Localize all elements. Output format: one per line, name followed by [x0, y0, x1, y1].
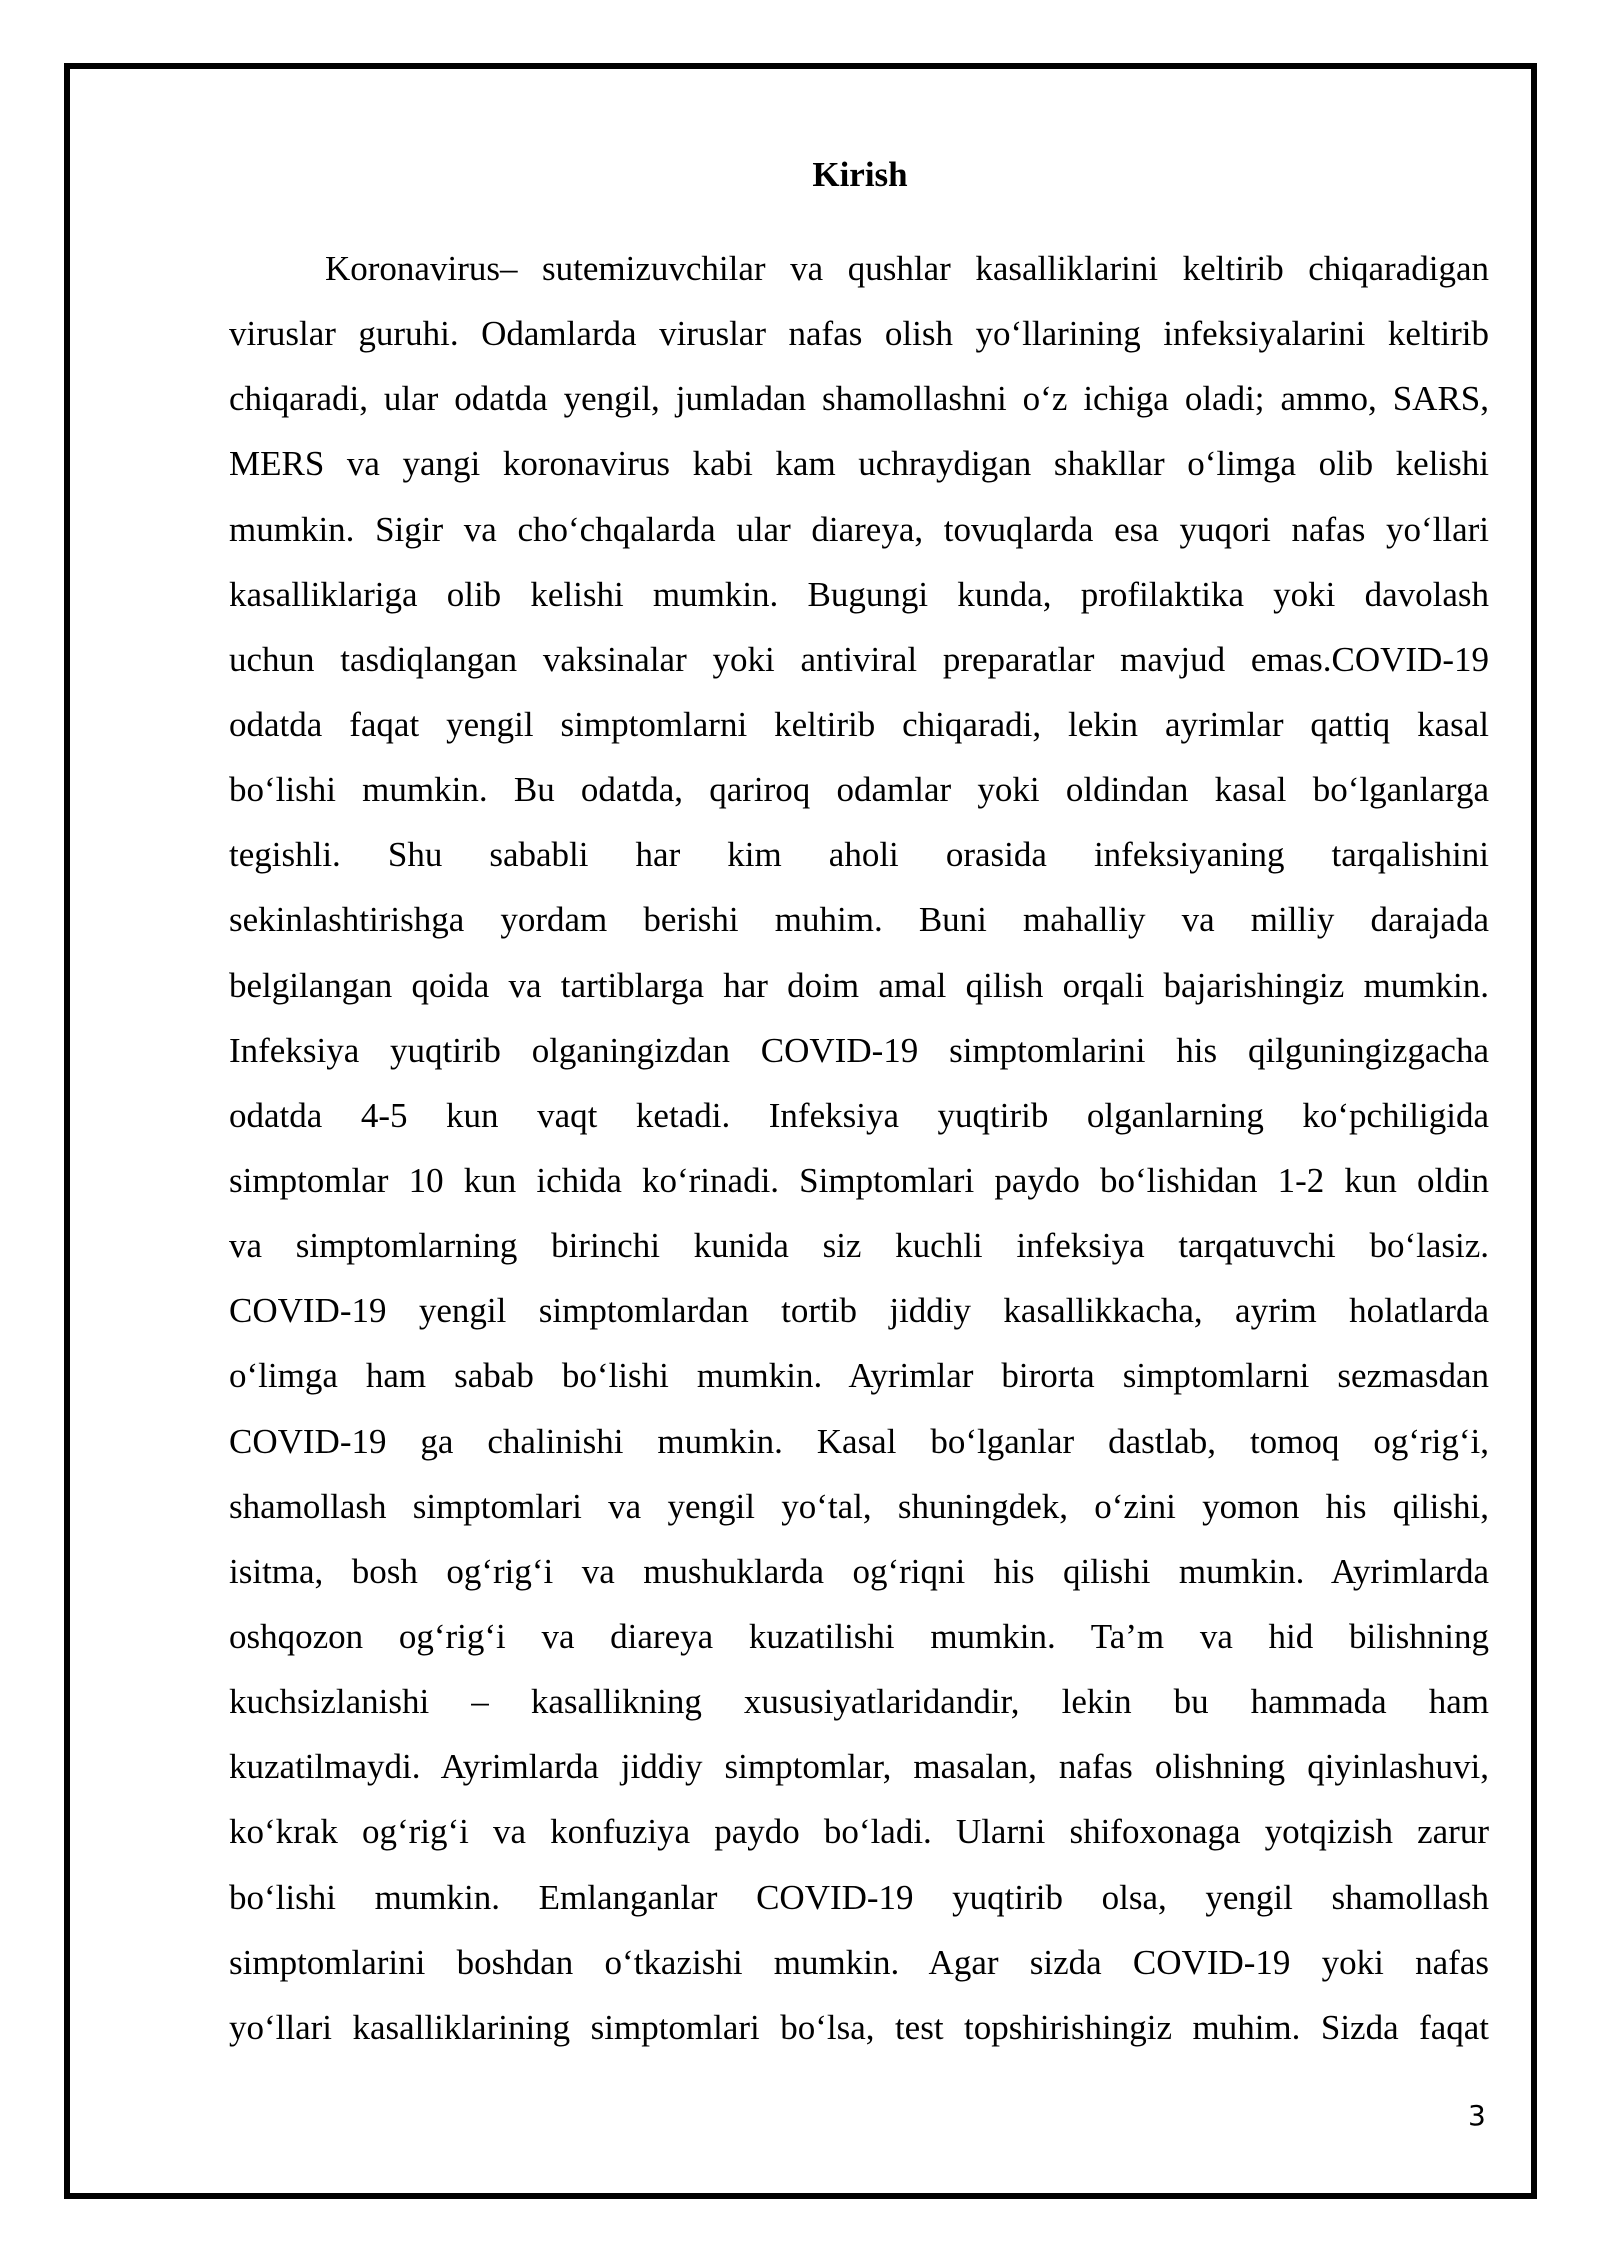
paragraph-line: yo‘llari kasalliklarining simptomlari bo‘lsa, test topshirishingiz muhim. Sizda faqat — [229, 2007, 1489, 2047]
paragraph-line: uchun tasdiqlangan vaksinalar yoki antiviral preparatlar mavjud emas.COVID-19 — [229, 639, 1489, 679]
paragraph-line: kasalliklariga olib kelishi mumkin. Bugungi kunda, profilaktika yoki davolash — [229, 574, 1489, 614]
paragraph-line: kuchsizlanishi – kasallikning xususiyatlaridandir, lekin bu hammada ham — [229, 1682, 1489, 1722]
paragraph-line: Infeksiya yuqtirib olganingizdan COVID-19 simptomlarini his qilguningizgacha — [229, 1030, 1489, 1070]
paragraph-line: o‘limga ham sabab bo‘lishi mumkin. Ayrimlar birorta simptomlarni sezmasdan — [229, 1356, 1489, 1396]
paragraph-line: oshqozon og‘rig‘i va diareya kuzatilishi mumkin. Ta’m va hid bilishning — [229, 1616, 1489, 1656]
paragraph-line: belgilangan qoida va tartiblarga har doim amal qilish orqali bajarishingiz mumkin. — [229, 965, 1489, 1005]
paragraph-line: viruslar guruhi. Odamlarda viruslar nafas olish yo‘llarining infeksiyalarini keltirib — [229, 314, 1489, 354]
paragraph-line: bo‘lishi mumkin. Emlanganlar COVID-19 yuqtirib olsa, yengil shamollash — [229, 1877, 1489, 1917]
paragraph-line: ko‘krak og‘rig‘i va konfuziya paydo bo‘ladi. Ularni shifoxonaga yotqizish zarur — [229, 1812, 1489, 1852]
paragraph-line: bo‘lishi mumkin. Bu odatda, qariroq odamlar yoki oldindan kasal bo‘lganlarga — [229, 770, 1489, 810]
paragraph-line: simptomlarini boshdan o‘tkazishi mumkin. Agar sizda COVID-19 yoki nafas — [229, 1942, 1489, 1982]
body-paragraph — [229, 236, 1489, 2060]
paragraph-line: tegishli. Shu sababli har kim aholi orasida infeksiyaning tarqalishini — [229, 835, 1489, 875]
paragraph-line: Koronavirus– sutemizuvchilar va qushlar kasalliklarini keltirib chiqaradigan — [325, 249, 1489, 288]
paragraph-line: simptomlar 10 kun ichida ko‘rinadi. Simptomlari paydo bo‘lishidan 1-2 kun oldin — [229, 1160, 1489, 1200]
paragraph-line: COVID-19 ga chalinishi mumkin. Kasal bo‘lganlar dastlab, tomoq og‘rig‘i, — [229, 1421, 1489, 1461]
paragraph-line: COVID-19 yengil simptomlardan tortib jiddiy kasallikkacha, ayrim holatlarda — [229, 1291, 1489, 1331]
paragraph-line: kuzatilmaydi. Ayrimlarda jiddiy simptomlar, masalan, nafas olishning qiyinlashuvi, — [229, 1747, 1489, 1787]
paragraph-line: chiqaradi, ular odatda yengil, jumladan shamollashni o‘z ichiga oladi; ammo, SARS, — [229, 379, 1489, 419]
paragraph-line: shamollash simptomlari va yengil yo‘tal, shuningdek, o‘zini yomon his qilishi, — [229, 1486, 1489, 1526]
paragraph-line: mumkin. Sigir va cho‘chqalarda ular diareya, tovuqlarda esa yuqori nafas yo‘llari — [229, 509, 1489, 549]
paragraph-line: odatda faqat yengil simptomlarni keltirib chiqaradi, lekin ayrimlar qattiq kasal — [229, 704, 1489, 744]
paragraph-line: isitma, bosh og‘rig‘i va mushuklarda og‘riqni his qilishi mumkin. Ayrimlarda — [229, 1551, 1489, 1591]
paragraph-line: va simptomlarning birinchi kunida siz kuchli infeksiya tarqatuvchi bo‘lasiz. — [229, 1226, 1489, 1266]
paragraph-line: sekinlashtirishga yordam berishi muhim. Buni mahalliy va milliy darajada — [229, 900, 1489, 940]
document-title: Kirish — [812, 155, 908, 194]
page-number: 3 — [1468, 2099, 1486, 2132]
paragraph-line: odatda 4-5 kun vaqt ketadi. Infeksiya yuqtirib olganlarning ko‘pchiligida — [229, 1095, 1489, 1135]
paragraph-line: MERS va yangi koronavirus kabi kam uchraydigan shakllar o‘limga olib kelishi — [229, 444, 1489, 484]
